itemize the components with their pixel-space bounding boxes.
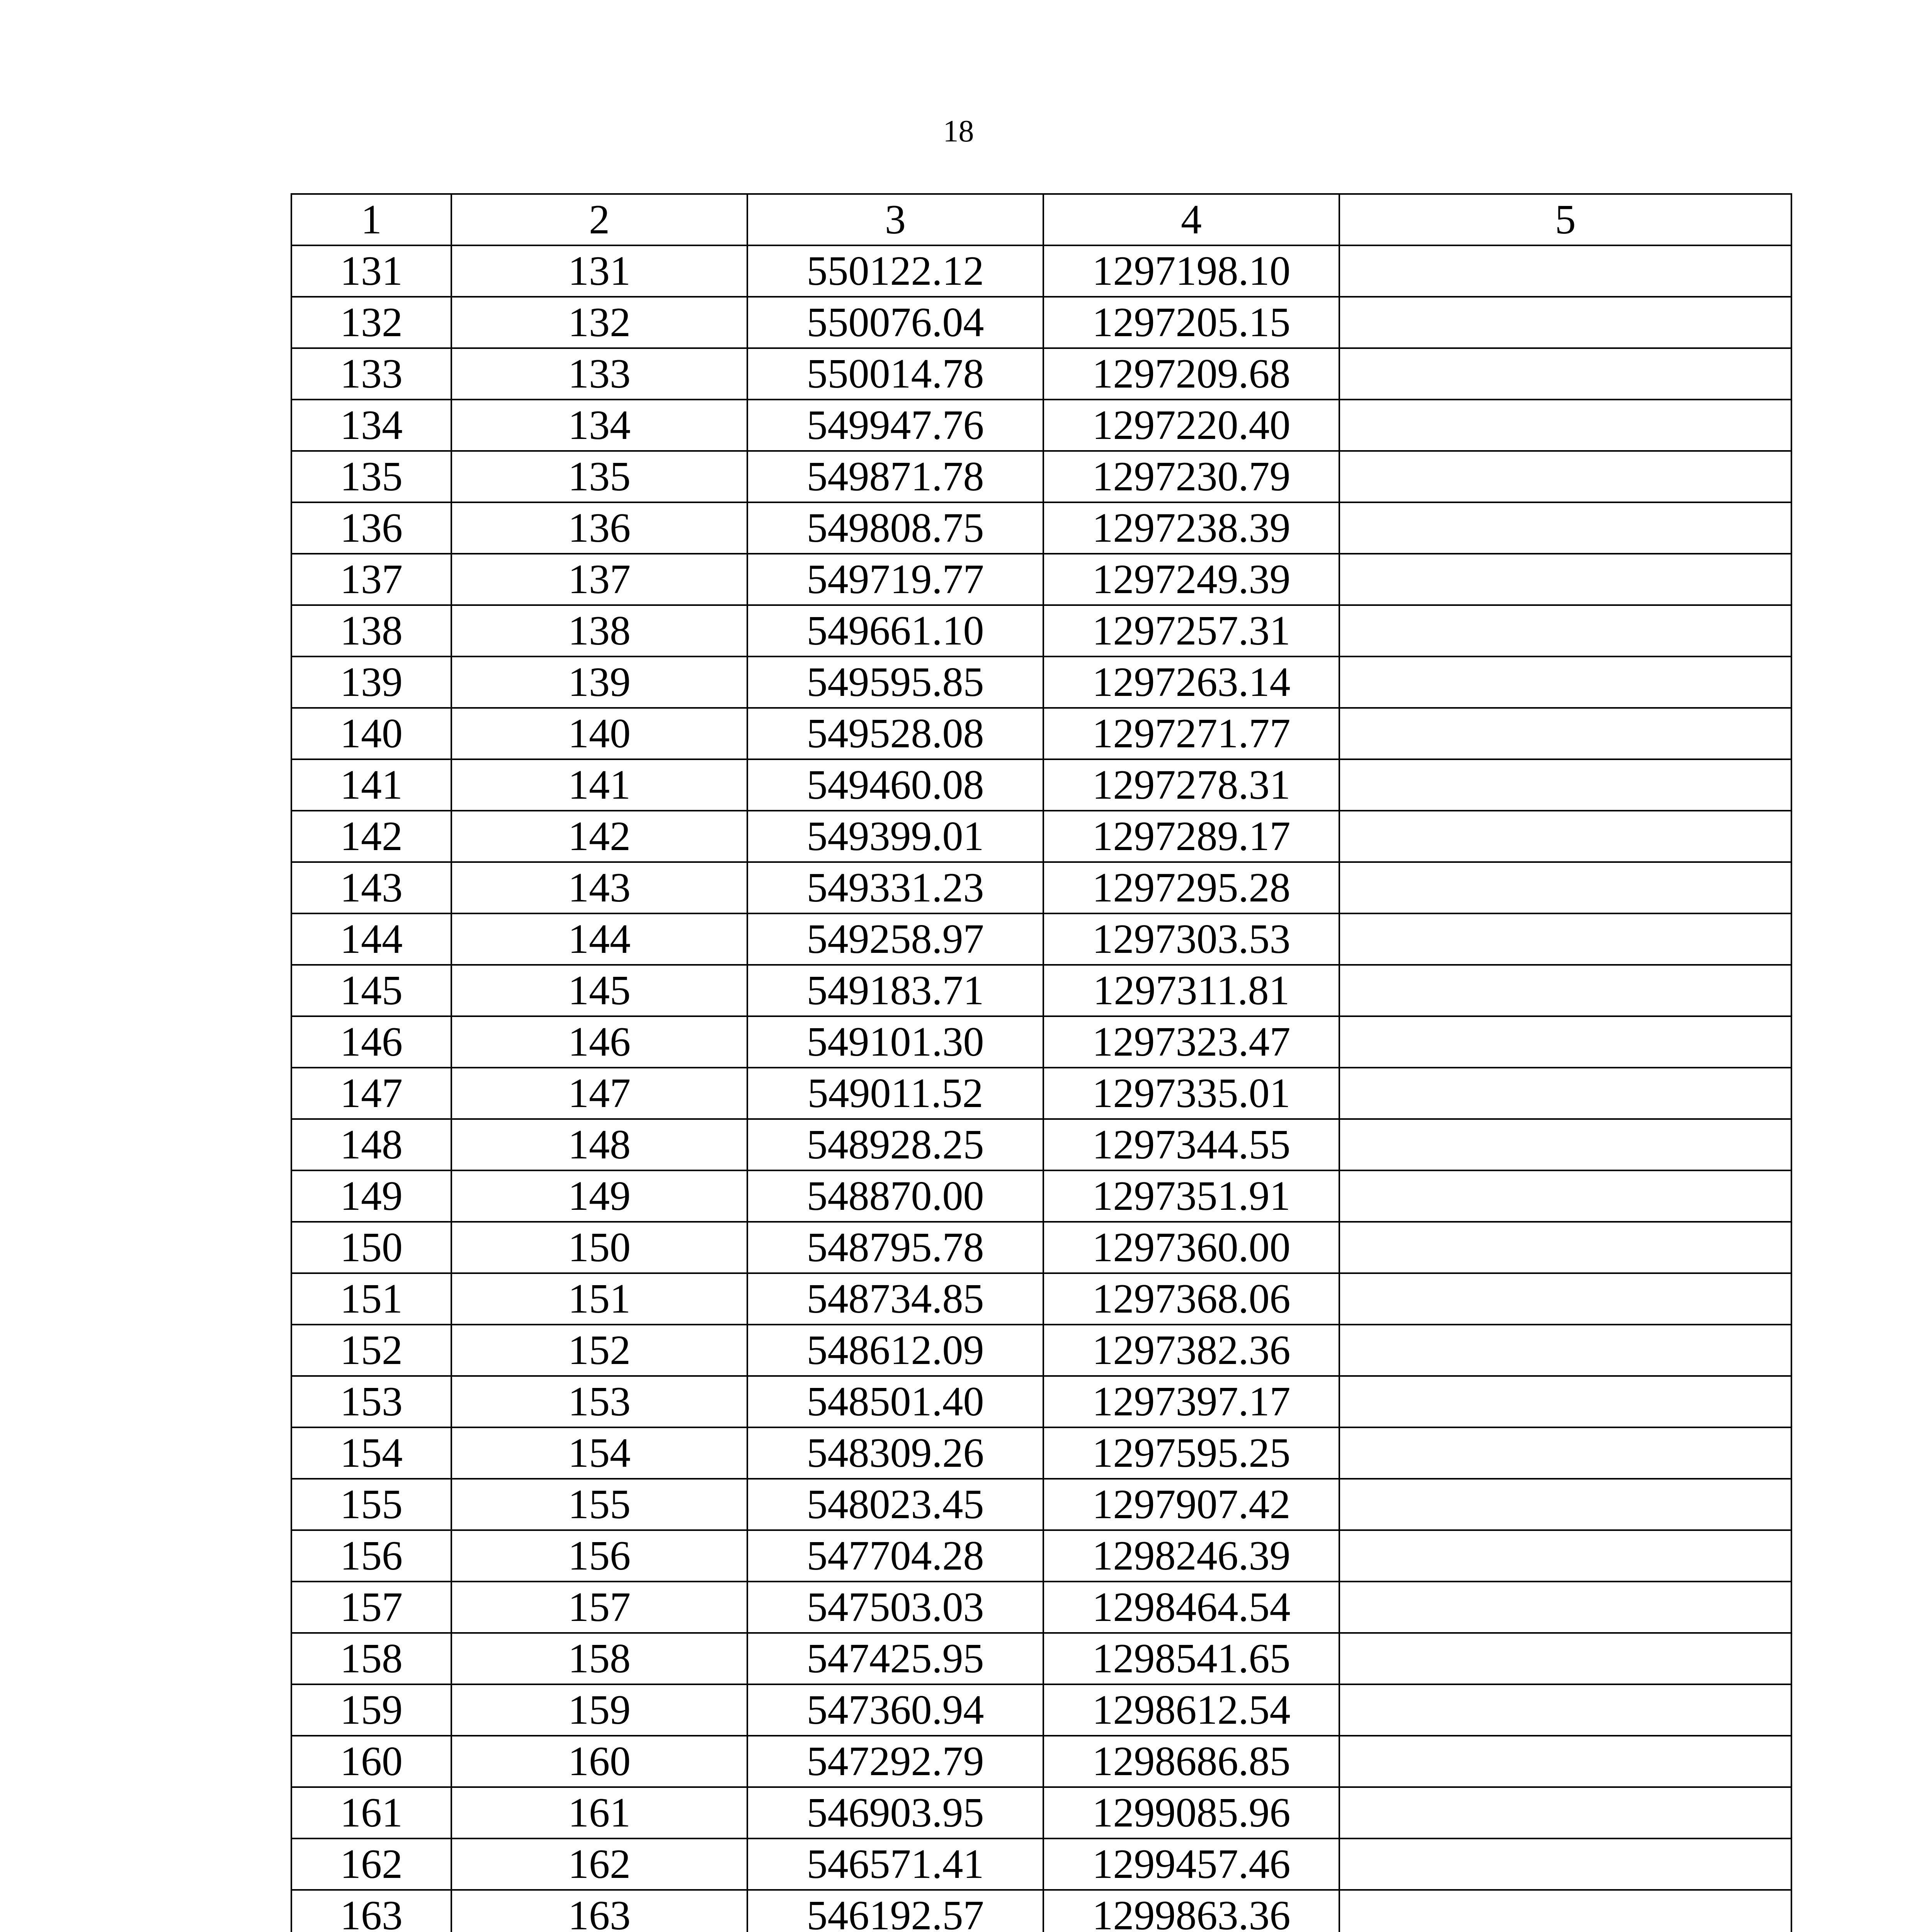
x-coordinate-cell: 548870.00 xyxy=(747,1170,1043,1222)
point-id-cell: 152 xyxy=(451,1325,747,1376)
table-row xyxy=(291,1325,1791,1376)
point-number-cell: 138 xyxy=(291,605,451,656)
point-id-cell: 161 xyxy=(451,1787,747,1838)
x-coordinate-cell: 549011.52 xyxy=(747,1068,1043,1119)
point-number-cell: 141 xyxy=(291,759,451,811)
table-row xyxy=(291,554,1791,605)
point-id-cell: 160 xyxy=(451,1736,747,1787)
x-coordinate-cell: 548023.45 xyxy=(747,1479,1043,1530)
table-row xyxy=(291,1787,1791,1838)
note-cell xyxy=(1339,1376,1791,1427)
x-coordinate-cell: 548309.26 xyxy=(747,1427,1043,1479)
table-row xyxy=(291,1222,1791,1273)
table-row xyxy=(291,1838,1791,1890)
point-id-cell: 153 xyxy=(451,1376,747,1427)
y-coordinate-cell: 1297335.01 xyxy=(1043,1068,1339,1119)
x-coordinate-cell: 549331.23 xyxy=(747,862,1043,913)
y-coordinate-cell: 1297344.55 xyxy=(1043,1119,1339,1170)
x-coordinate-cell: 549183.71 xyxy=(747,965,1043,1016)
note-cell xyxy=(1339,1016,1791,1068)
x-coordinate-cell: 547292.79 xyxy=(747,1736,1043,1787)
note-cell xyxy=(1339,708,1791,759)
note-cell xyxy=(1339,502,1791,554)
table-row xyxy=(291,965,1791,1016)
y-coordinate-cell: 1298612.54 xyxy=(1043,1684,1339,1736)
y-coordinate-cell: 1299457.46 xyxy=(1043,1838,1339,1890)
point-id-cell: 163 xyxy=(451,1890,747,1932)
x-coordinate-cell: 549595.85 xyxy=(747,656,1043,708)
note-cell xyxy=(1339,759,1791,811)
point-number-cell: 137 xyxy=(291,554,451,605)
y-coordinate-cell: 1297271.77 xyxy=(1043,708,1339,759)
table-row xyxy=(291,451,1791,502)
point-number-cell: 134 xyxy=(291,400,451,451)
point-number-cell: 163 xyxy=(291,1890,451,1932)
point-number-cell: 139 xyxy=(291,656,451,708)
note-cell xyxy=(1339,656,1791,708)
x-coordinate-cell: 547704.28 xyxy=(747,1530,1043,1582)
point-id-cell: 132 xyxy=(451,297,747,348)
x-coordinate-cell: 549460.08 xyxy=(747,759,1043,811)
x-coordinate-cell: 549719.77 xyxy=(747,554,1043,605)
table-header-row xyxy=(291,194,1791,245)
y-coordinate-cell: 1298464.54 xyxy=(1043,1582,1339,1633)
y-coordinate-cell: 1298246.39 xyxy=(1043,1530,1339,1582)
point-id-cell: 142 xyxy=(451,811,747,862)
point-id-cell: 154 xyxy=(451,1427,747,1479)
point-number-cell: 151 xyxy=(291,1273,451,1325)
point-id-cell: 135 xyxy=(451,451,747,502)
x-coordinate-cell: 549661.10 xyxy=(747,605,1043,656)
point-id-cell: 137 xyxy=(451,554,747,605)
note-cell xyxy=(1339,811,1791,862)
table-row xyxy=(291,913,1791,965)
column-header-4: 4 xyxy=(1043,194,1339,245)
note-cell xyxy=(1339,1068,1791,1119)
note-cell xyxy=(1339,1479,1791,1530)
x-coordinate-cell: 549947.76 xyxy=(747,400,1043,451)
table-row xyxy=(291,502,1791,554)
x-coordinate-cell: 549528.08 xyxy=(747,708,1043,759)
x-coordinate-cell: 549871.78 xyxy=(747,451,1043,502)
note-cell xyxy=(1339,1119,1791,1170)
y-coordinate-cell: 1298541.65 xyxy=(1043,1633,1339,1684)
point-number-cell: 157 xyxy=(291,1582,451,1633)
column-header-3: 3 xyxy=(747,194,1043,245)
table-row xyxy=(291,1376,1791,1427)
y-coordinate-cell: 1297198.10 xyxy=(1043,245,1339,297)
y-coordinate-cell: 1297205.15 xyxy=(1043,297,1339,348)
y-coordinate-cell: 1297209.68 xyxy=(1043,348,1339,400)
table-row xyxy=(291,297,1791,348)
note-cell xyxy=(1339,862,1791,913)
table-row xyxy=(291,811,1791,862)
table-row xyxy=(291,605,1791,656)
note-cell xyxy=(1339,451,1791,502)
note-cell xyxy=(1339,1582,1791,1633)
point-number-cell: 147 xyxy=(291,1068,451,1119)
y-coordinate-cell: 1298686.85 xyxy=(1043,1736,1339,1787)
y-coordinate-cell: 1299863.36 xyxy=(1043,1890,1339,1932)
point-id-cell: 156 xyxy=(451,1530,747,1582)
point-number-cell: 156 xyxy=(291,1530,451,1582)
column-header-1: 1 xyxy=(291,194,451,245)
point-id-cell: 131 xyxy=(451,245,747,297)
point-number-cell: 144 xyxy=(291,913,451,965)
note-cell xyxy=(1339,965,1791,1016)
x-coordinate-cell: 547503.03 xyxy=(747,1582,1043,1633)
note-cell xyxy=(1339,554,1791,605)
table-row xyxy=(291,1582,1791,1633)
point-id-cell: 133 xyxy=(451,348,747,400)
point-number-cell: 150 xyxy=(291,1222,451,1273)
table-row xyxy=(291,1427,1791,1479)
x-coordinate-cell: 549258.97 xyxy=(747,913,1043,965)
table-row xyxy=(291,1736,1791,1787)
y-coordinate-cell: 1297397.17 xyxy=(1043,1376,1339,1427)
point-number-cell: 133 xyxy=(291,348,451,400)
point-id-cell: 149 xyxy=(451,1170,747,1222)
point-number-cell: 146 xyxy=(291,1016,451,1068)
table-row xyxy=(291,862,1791,913)
point-id-cell: 158 xyxy=(451,1633,747,1684)
table-body xyxy=(291,245,1791,1932)
table-row xyxy=(291,1119,1791,1170)
note-cell xyxy=(1339,1633,1791,1684)
point-number-cell: 161 xyxy=(291,1787,451,1838)
point-number-cell: 159 xyxy=(291,1684,451,1736)
note-cell xyxy=(1339,1787,1791,1838)
x-coordinate-cell: 548795.78 xyxy=(747,1222,1043,1273)
point-number-cell: 162 xyxy=(291,1838,451,1890)
x-coordinate-cell: 546571.41 xyxy=(747,1838,1043,1890)
column-header-2: 2 xyxy=(451,194,747,245)
x-coordinate-cell: 549101.30 xyxy=(747,1016,1043,1068)
point-id-cell: 151 xyxy=(451,1273,747,1325)
point-id-cell: 139 xyxy=(451,656,747,708)
point-id-cell: 148 xyxy=(451,1119,747,1170)
y-coordinate-cell: 1297323.47 xyxy=(1043,1016,1339,1068)
page-number: 18 xyxy=(943,114,974,148)
column-header-5: 5 xyxy=(1339,194,1791,245)
point-number-cell: 132 xyxy=(291,297,451,348)
point-number-cell: 155 xyxy=(291,1479,451,1530)
x-coordinate-cell: 548928.25 xyxy=(747,1119,1043,1170)
note-cell xyxy=(1339,1530,1791,1582)
x-coordinate-cell: 549808.75 xyxy=(747,502,1043,554)
note-cell xyxy=(1339,1890,1791,1932)
note-cell xyxy=(1339,348,1791,400)
x-coordinate-cell: 549399.01 xyxy=(747,811,1043,862)
y-coordinate-cell: 1297351.91 xyxy=(1043,1170,1339,1222)
table-row xyxy=(291,1684,1791,1736)
table-row xyxy=(291,245,1791,297)
note-cell xyxy=(1339,1684,1791,1736)
x-coordinate-cell: 546192.57 xyxy=(747,1890,1043,1932)
y-coordinate-cell: 1297368.06 xyxy=(1043,1273,1339,1325)
note-cell xyxy=(1339,1273,1791,1325)
point-number-cell: 145 xyxy=(291,965,451,1016)
table-row xyxy=(291,1068,1791,1119)
y-coordinate-cell: 1297230.79 xyxy=(1043,451,1339,502)
point-id-cell: 150 xyxy=(451,1222,747,1273)
table-row xyxy=(291,400,1791,451)
table-row xyxy=(291,1530,1791,1582)
point-number-cell: 152 xyxy=(291,1325,451,1376)
note-cell xyxy=(1339,1736,1791,1787)
point-id-cell: 146 xyxy=(451,1016,747,1068)
table-row xyxy=(291,348,1791,400)
note-cell xyxy=(1339,245,1791,297)
y-coordinate-cell: 1297595.25 xyxy=(1043,1427,1339,1479)
point-id-cell: 143 xyxy=(451,862,747,913)
table-row xyxy=(291,1170,1791,1222)
y-coordinate-cell: 1297311.81 xyxy=(1043,965,1339,1016)
point-number-cell: 142 xyxy=(291,811,451,862)
y-coordinate-cell: 1297263.14 xyxy=(1043,656,1339,708)
y-coordinate-cell: 1297382.36 xyxy=(1043,1325,1339,1376)
y-coordinate-cell: 1297257.31 xyxy=(1043,605,1339,656)
note-cell xyxy=(1339,1170,1791,1222)
point-id-cell: 140 xyxy=(451,708,747,759)
point-number-cell: 158 xyxy=(291,1633,451,1684)
note-cell xyxy=(1339,1222,1791,1273)
point-number-cell: 160 xyxy=(291,1736,451,1787)
x-coordinate-cell: 548734.85 xyxy=(747,1273,1043,1325)
note-cell xyxy=(1339,605,1791,656)
note-cell xyxy=(1339,1838,1791,1890)
point-number-cell: 153 xyxy=(291,1376,451,1427)
y-coordinate-cell: 1297907.42 xyxy=(1043,1479,1339,1530)
x-coordinate-cell: 550122.12 xyxy=(747,245,1043,297)
table-row xyxy=(291,708,1791,759)
y-coordinate-cell: 1297360.00 xyxy=(1043,1222,1339,1273)
y-coordinate-cell: 1297220.40 xyxy=(1043,400,1339,451)
y-coordinate-cell: 1297249.39 xyxy=(1043,554,1339,605)
x-coordinate-cell: 546903.95 xyxy=(747,1787,1043,1838)
point-id-cell: 145 xyxy=(451,965,747,1016)
table-row xyxy=(291,1890,1791,1932)
x-coordinate-cell: 547360.94 xyxy=(747,1684,1043,1736)
point-number-cell: 149 xyxy=(291,1170,451,1222)
point-id-cell: 138 xyxy=(451,605,747,656)
point-id-cell: 136 xyxy=(451,502,747,554)
y-coordinate-cell: 1297278.31 xyxy=(1043,759,1339,811)
point-id-cell: 159 xyxy=(451,1684,747,1736)
point-number-cell: 131 xyxy=(291,245,451,297)
table-row xyxy=(291,759,1791,811)
x-coordinate-cell: 550076.04 xyxy=(747,297,1043,348)
point-id-cell: 155 xyxy=(451,1479,747,1530)
x-coordinate-cell: 547425.95 xyxy=(747,1633,1043,1684)
y-coordinate-cell: 1297295.28 xyxy=(1043,862,1339,913)
note-cell xyxy=(1339,913,1791,965)
point-id-cell: 147 xyxy=(451,1068,747,1119)
table-row xyxy=(291,1016,1791,1068)
point-number-cell: 140 xyxy=(291,708,451,759)
point-number-cell: 136 xyxy=(291,502,451,554)
x-coordinate-cell: 548501.40 xyxy=(747,1376,1043,1427)
point-id-cell: 157 xyxy=(451,1582,747,1633)
table-row xyxy=(291,1479,1791,1530)
x-coordinate-cell: 548612.09 xyxy=(747,1325,1043,1376)
table-row xyxy=(291,1633,1791,1684)
point-number-cell: 154 xyxy=(291,1427,451,1479)
note-cell xyxy=(1339,1325,1791,1376)
note-cell xyxy=(1339,400,1791,451)
note-cell xyxy=(1339,297,1791,348)
note-cell xyxy=(1339,1427,1791,1479)
point-number-cell: 143 xyxy=(291,862,451,913)
point-id-cell: 162 xyxy=(451,1838,747,1890)
point-id-cell: 134 xyxy=(451,400,747,451)
point-number-cell: 148 xyxy=(291,1119,451,1170)
y-coordinate-cell: 1299085.96 xyxy=(1043,1787,1339,1838)
y-coordinate-cell: 1297303.53 xyxy=(1043,913,1339,965)
point-number-cell: 135 xyxy=(291,451,451,502)
point-id-cell: 141 xyxy=(451,759,747,811)
table-row xyxy=(291,1273,1791,1325)
coordinates-table xyxy=(291,193,1792,1932)
table-row xyxy=(291,656,1791,708)
point-id-cell: 144 xyxy=(451,913,747,965)
y-coordinate-cell: 1297238.39 xyxy=(1043,502,1339,554)
x-coordinate-cell: 550014.78 xyxy=(747,348,1043,400)
y-coordinate-cell: 1297289.17 xyxy=(1043,811,1339,862)
